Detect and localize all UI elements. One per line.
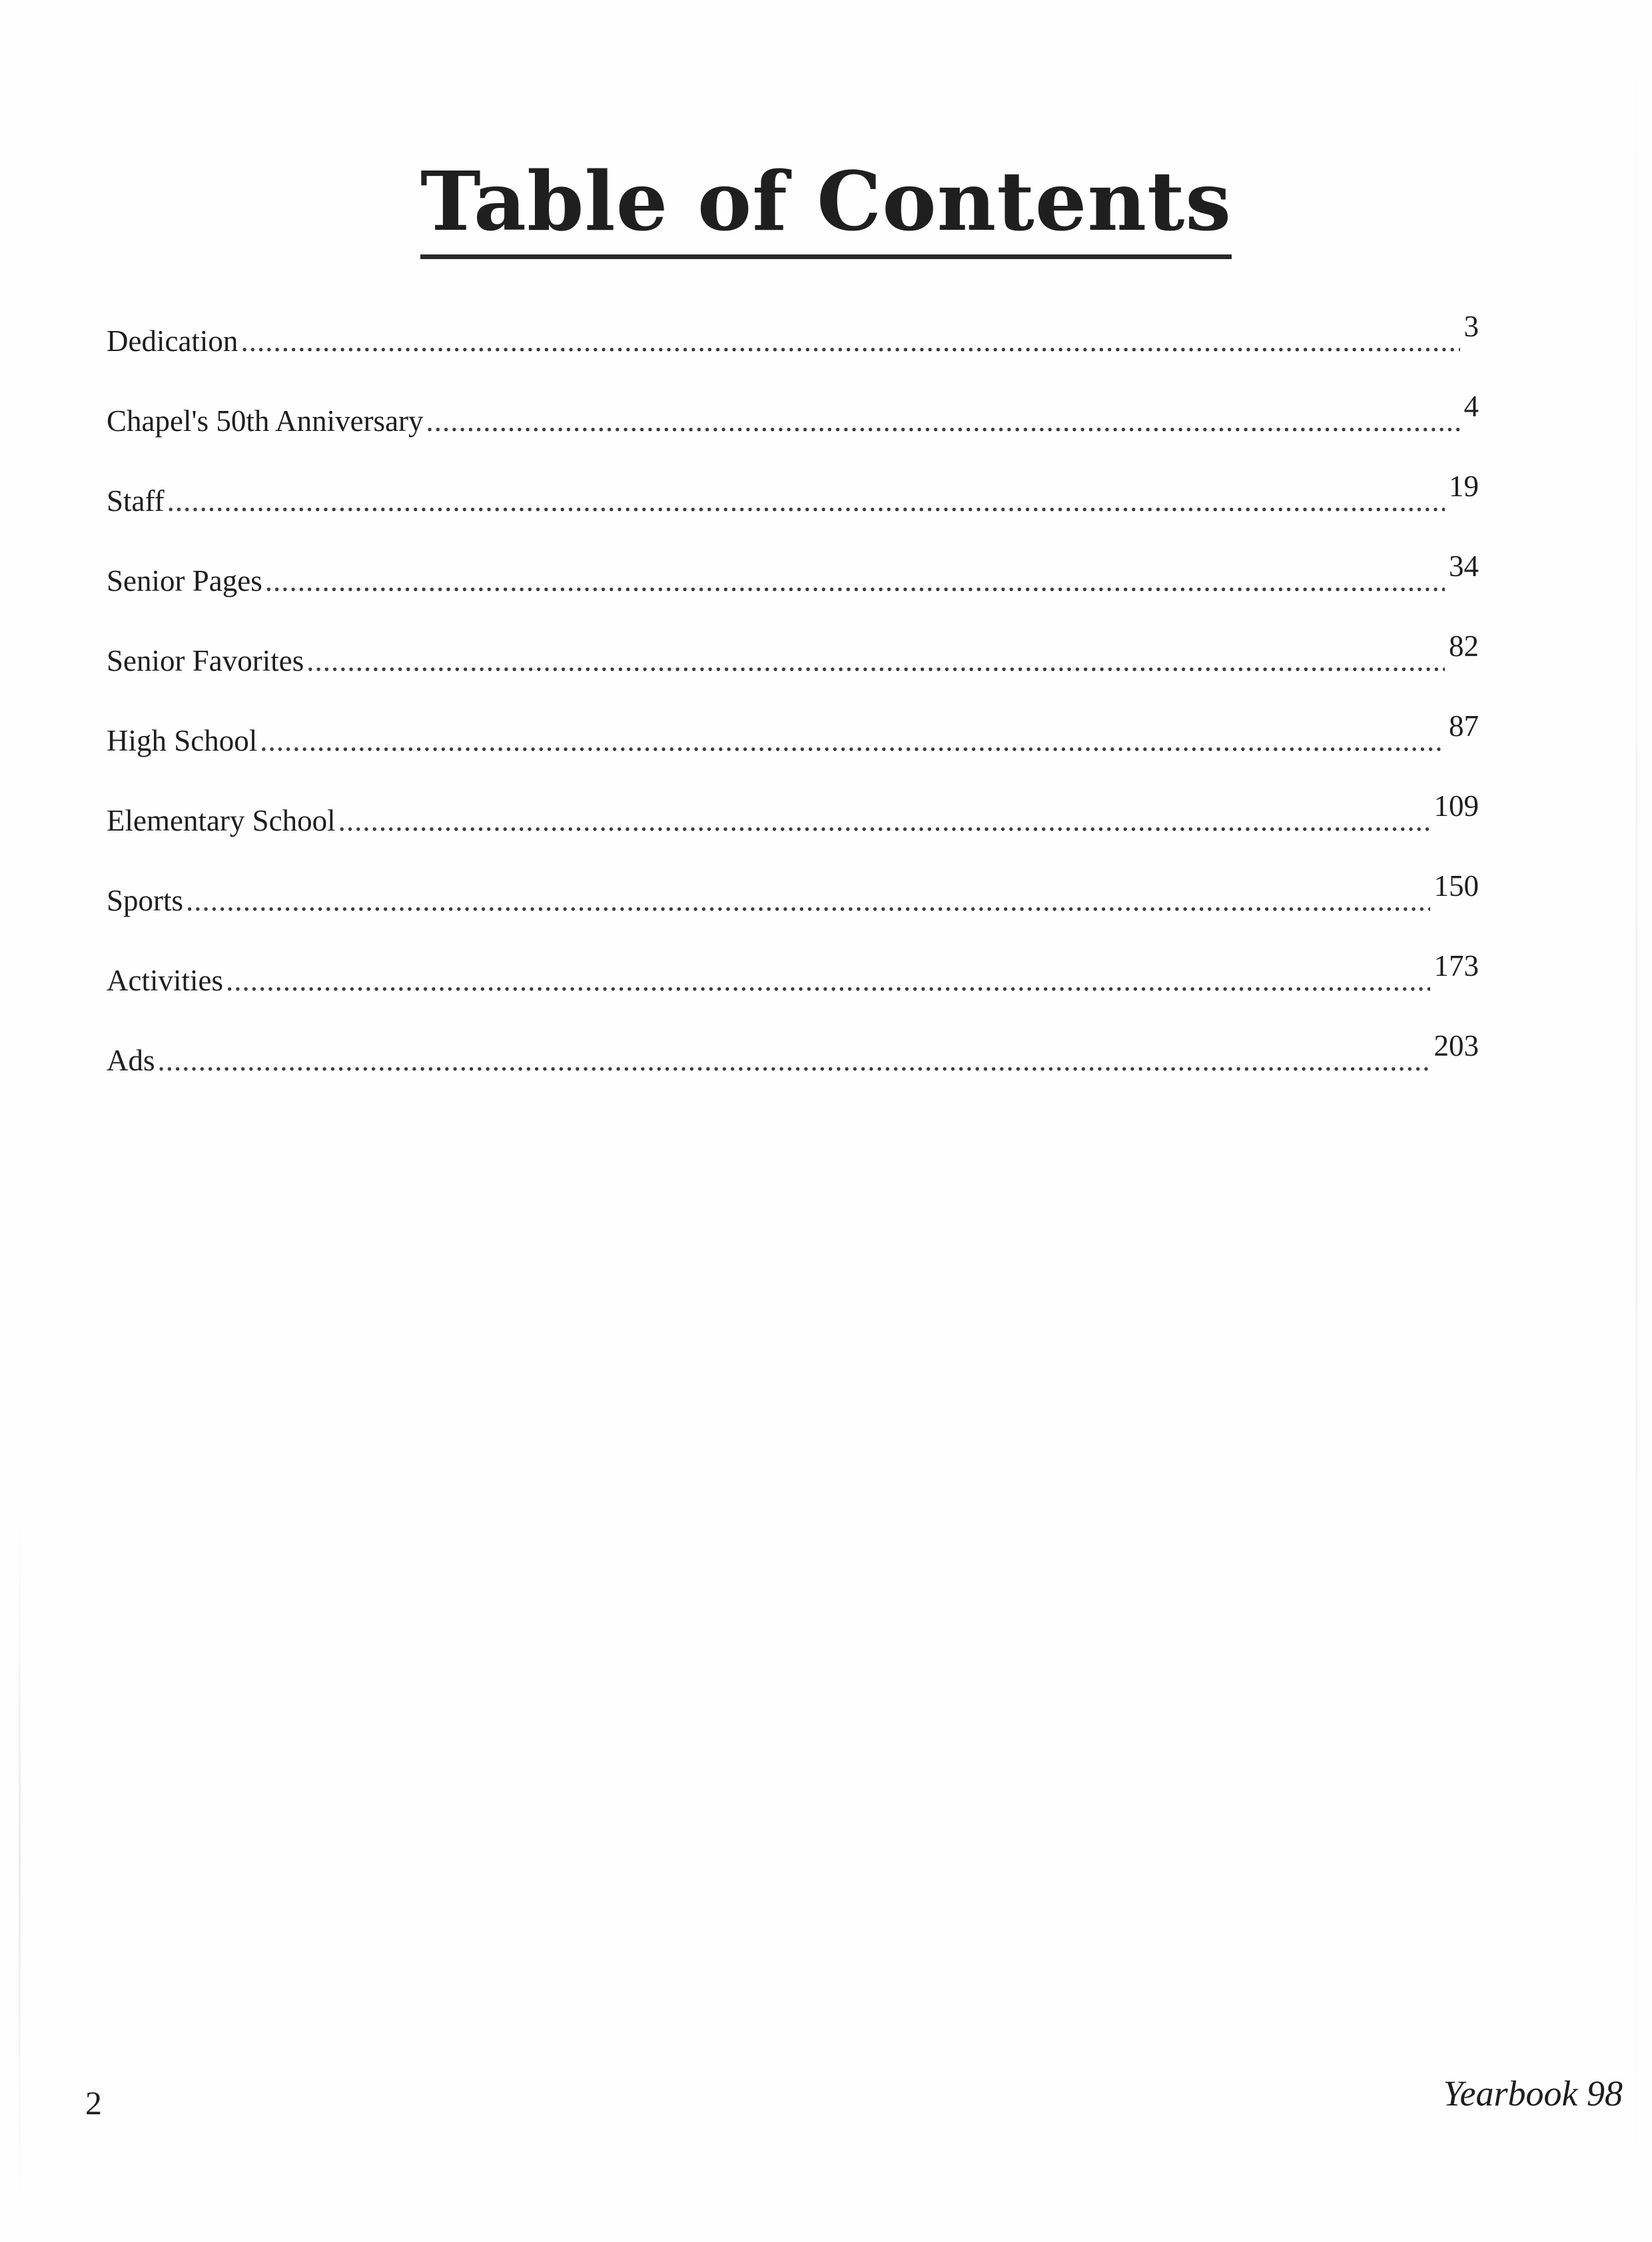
dot-leader <box>158 1046 1430 1076</box>
toc-entry-title: Senior Pages <box>107 564 262 597</box>
toc-entry <box>107 789 1479 886</box>
toc-entry <box>107 949 1479 1046</box>
toc-entry-title: Chapel's 50th Anniversary <box>107 404 424 438</box>
toc-entry <box>107 310 1479 406</box>
toc-entry <box>107 1029 1479 1126</box>
page-title-text: Table of Contents <box>420 155 1232 259</box>
toc-entry-title: Activities <box>107 964 223 997</box>
dot-leader <box>167 486 1445 516</box>
toc-entry-page: 203 <box>1434 1029 1479 1062</box>
toc-entry <box>107 470 1479 566</box>
dot-leader <box>426 406 1460 436</box>
page-number: 2 <box>85 2084 102 2121</box>
dot-leader <box>265 566 1445 596</box>
toc-entry-page: 19 <box>1449 470 1479 503</box>
dot-leader <box>338 806 1430 836</box>
dot-leader <box>240 326 1459 356</box>
toc-entry-title: Dedication <box>107 324 238 358</box>
toc-entry-page: 4 <box>1463 390 1479 423</box>
toc-entry-title: Senior Favorites <box>107 644 304 677</box>
toc-entry <box>107 629 1479 726</box>
publication-label: Yearbook 98 <box>1443 2073 1623 2113</box>
toc-entry-page: 82 <box>1449 629 1479 663</box>
toc-entry-page: 173 <box>1434 949 1479 982</box>
toc-entry-title: Sports <box>107 884 184 917</box>
dot-leader <box>306 646 1445 676</box>
toc-entry-title: Staff <box>107 484 165 518</box>
scan-edge-left <box>19 1519 21 2205</box>
dot-leader <box>186 886 1430 916</box>
toc-entry-page: 34 <box>1449 550 1479 583</box>
toc-entry-title: Ads <box>107 1044 155 1077</box>
table-of-contents <box>107 310 1479 1126</box>
page-title <box>0 155 1652 259</box>
toc-entry-title: High School <box>107 724 258 757</box>
toc-entry <box>107 550 1479 646</box>
toc-entry <box>107 869 1479 966</box>
toc-entry <box>107 390 1479 486</box>
toc-entry-page: 3 <box>1463 310 1479 343</box>
scan-edge-right <box>1635 27 1637 2198</box>
toc-entry-page: 150 <box>1434 869 1479 903</box>
toc-entry-page: 87 <box>1449 709 1479 743</box>
dot-leader <box>260 726 1445 756</box>
toc-entry <box>107 709 1479 806</box>
toc-entry-title: Elementary School <box>107 804 336 837</box>
dot-leader <box>226 966 1430 996</box>
toc-entry-page: 109 <box>1434 789 1479 823</box>
